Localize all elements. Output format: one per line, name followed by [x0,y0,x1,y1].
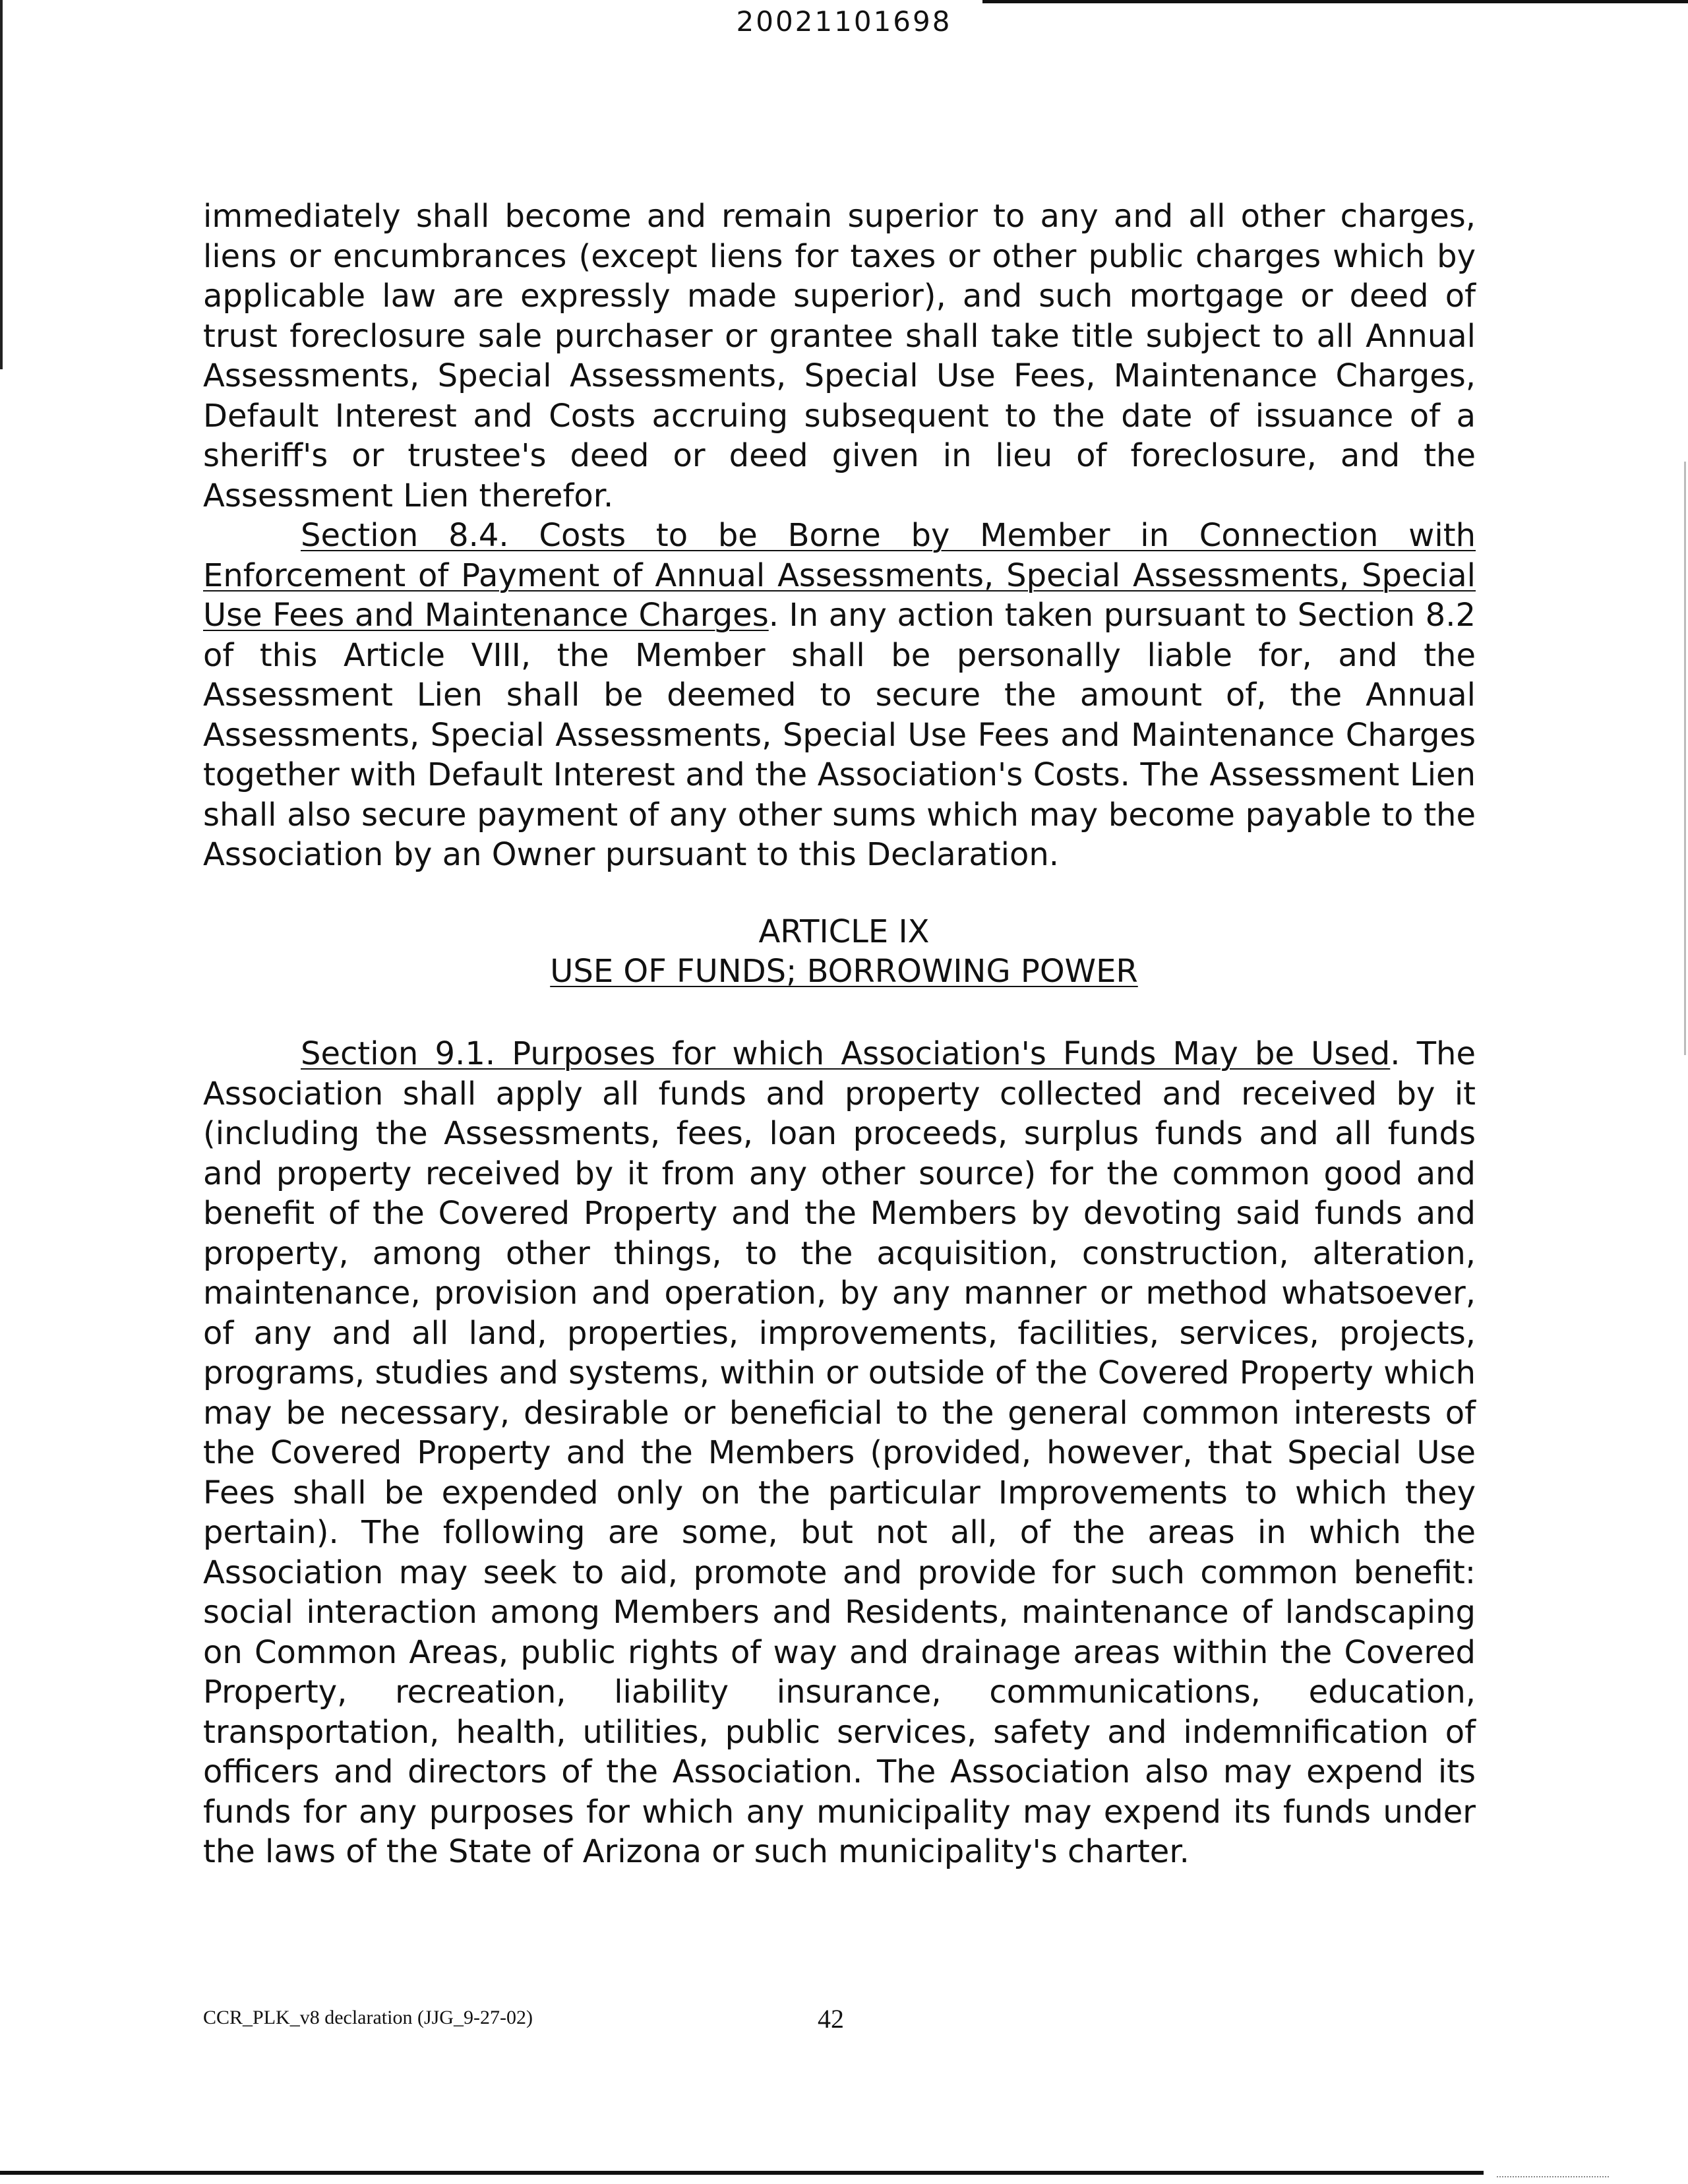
section-8-4 [203,516,1476,875]
section-9-1-body: . The Association shall apply all funds and property collected and received by it (including the Assessments, fees, loan proceeds, surplus funds and all funds and property received by it from any other source) for the common good and benefit of the Covered Property and the Members by devoting said funds and property, among other things, to the acquisition, construction, alteration, maintenance, provision and operation, by any manner or method whatsoever, of any and all land, properties, improvements, facilities, services, projects, programs, studies and systems, within or outside of the Covered Property which may be necessary, desirable or beneficial to the general common interests of the Covered Property and the Members (provided, however, that Special Use Fees shall be expended only on the particular Improvements to which they pertain). The following are some, but not all, of the areas in which the Association may seek to aid, promote and provide for such common benefit: social interaction among Members and Residents, maintenance of landscaping on Common Areas, public rights of way and drainage areas within the Covered Property, recreation, liability insurance, communications, education, transportation, health, utilities, public services, safety and indemnification of officers and directors of the Association. The Association also may expend its funds for any purposes for which any municipality may expend its funds under the laws of the State of Arizona or such municipality's charter. [203,1035,1476,1870]
section-9-1-heading: Section 9.1. Purposes for which Association's Funds May be Used [301,1035,1391,1072]
section-9-1 [203,1034,1476,1872]
article-title-text: USE OF FUNDS; BORROWING POWER [550,953,1138,990]
scan-border-left [0,0,3,369]
article-title [0,952,1688,991]
page-number: 42 [818,2004,844,2034]
scan-dots [1497,2176,1609,2179]
section-8-4-heading: Section 8.4. Costs to be Borne by Member in Connection with Enforcement of Payment of Annual Assessments, Special Assessments, Special Use Fees and Maintenance Charges [203,517,1476,634]
scan-border-top [982,0,1688,3]
scan-border-bottom [0,2171,1484,2175]
recording-number: 20021101698 [736,5,952,38]
section-8-4-body: . In any action taken pursuant to Section 8.2 of this Article VIII, the Member shall be personally liable for, and the Assessment Lien shall be deemed to secure the amount of, the Annual Assessments, Special Assessments, Special Use Fees and Maintenance Charges together with Default Interest and the Association's Costs. The Assessment Lien shall also secure payment of any other sums which may become payable to the Association by an Owner pursuant to this Declaration. [203,597,1476,873]
paragraph-lien-priority: immediately shall become and remain superior to any and all other charges, liens or encumbrances (except liens for taxes or other public charges which by applicable law are expressly made superior), and such mortgage or deed of trust foreclosure sale purchaser or grantee shall take title subject to all Annual Assessments, Special Assessments, Special Use Fees, Maintenance Charges, Default Interest and Costs accruing subsequent to the date of issuance of a sheriff's or trustee's deed or deed given in lieu of foreclosure, and the Assessment Lien therefor. [203,198,1476,514]
footer-file-reference: CCR_PLK_v8 declaration (JJG_9-27-02) [203,2007,533,2028]
article-number: ARTICLE IX [758,913,930,950]
